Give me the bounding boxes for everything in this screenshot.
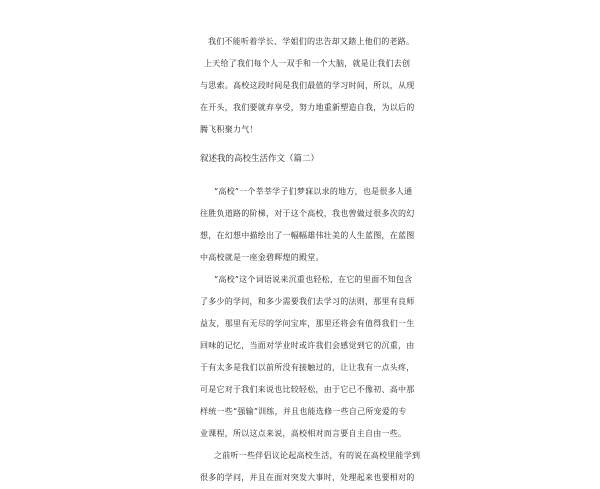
text-line: 益友，那里有无尽的学问宝库，那里还将会有值得我们一生 bbox=[200, 319, 415, 328]
text-line: 于有太多是我们以前所没有接触过的，让让我有一点头疼， bbox=[200, 363, 415, 372]
paragraph-essay bbox=[200, 181, 420, 489]
text-line: 了多少的学问，和多少需要我们去学习的法则，那里有良师 bbox=[200, 297, 415, 306]
text-line: 样统一些“强输”训练，并且也能选修一些自己所宠爱的专 bbox=[200, 407, 407, 416]
section-heading: 叙述我的高校生活作文（篇二） bbox=[200, 154, 320, 164]
text-line: 想，在幻想中描绘出了一幅幅雄伟壮美的人生蓝图，在蓝图 bbox=[200, 231, 415, 240]
text-line: “高校”一个莘莘学子们梦寐以求的地方，也是很多人通 bbox=[214, 187, 413, 196]
paragraph-advice bbox=[200, 31, 420, 141]
text-line: 之前听一些伴侣议论起高校生活，有的说在高校里能学到 bbox=[214, 451, 421, 460]
text-line: 回味的记忆，当面对学业时或许我们会感觉到它的沉重，由 bbox=[200, 341, 415, 350]
text-line: 腾飞积聚力气！ bbox=[200, 125, 258, 134]
text-line: 业课程，所以这点来说，高校相对而言要自主自由一些。 bbox=[200, 429, 407, 438]
text-line: 上天给了我们每个人一双手和一个大脑，就是让我们去创 bbox=[204, 59, 411, 68]
text-line: 很多的学问，并且在面对突发大事时，处理起来也要相对的 bbox=[200, 473, 415, 482]
text-line: 中高校就是一座金碧辉煌的殿堂。 bbox=[200, 253, 324, 262]
text-line: 与思索。高校这段时间是我们最值的学习时间，所以，从现 bbox=[200, 81, 415, 90]
text-line: 往胜负道路的阶梯，对于这个高校，我也曾做过很多次的幻 bbox=[200, 209, 415, 218]
text-line: 可是它对于我们来说也比较轻松，由于它已不像初、高中那 bbox=[200, 385, 415, 394]
text-line: 在开头，我们要就弃享受，努力地重新塑造自我，为以后的 bbox=[200, 103, 415, 112]
text-line: 我们不能听着学长、学姐们的忠告却又踏上他们的老路。 bbox=[208, 37, 415, 46]
text-line: “高校”这个词语说来沉重也轻松，在它的里面不知包含 bbox=[214, 275, 413, 284]
